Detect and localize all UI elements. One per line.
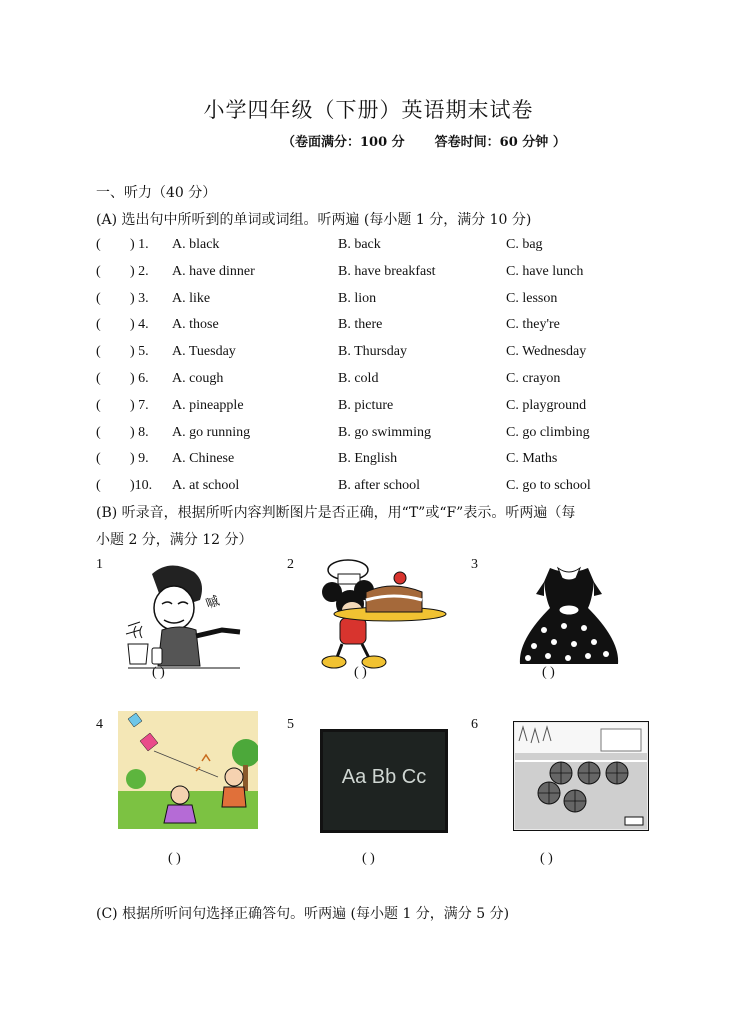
svg-text:Aa Bb Cc: Aa Bb Cc <box>341 766 427 788</box>
question-number: ) 7. <box>130 397 149 413</box>
picture-number: 1 <box>96 557 103 572</box>
answer-blank[interactable]: ( ) <box>540 851 553 866</box>
question-row <box>96 451 656 473</box>
question-number: ) 3. <box>130 290 149 306</box>
answer-paren[interactable]: ( <box>96 424 101 440</box>
question-row <box>96 237 656 259</box>
option-c: C. go climbing <box>506 424 590 440</box>
sneezing-man-illustration <box>122 560 242 670</box>
picture-number: 2 <box>287 557 294 572</box>
option-b: B. go swimming <box>338 424 431 440</box>
option-a: A. pineapple <box>172 397 244 413</box>
part-b-instruction-line2: 小题 2 分，满分 12 分） <box>96 532 253 548</box>
answer-blank[interactable]: ( ) <box>152 665 165 680</box>
option-c: C. crayon <box>506 371 561 386</box>
alphabet-blackboard-illustration <box>320 729 448 833</box>
question-row <box>96 478 656 500</box>
option-b: B. cold <box>338 371 379 386</box>
picture-number: 3 <box>471 557 478 572</box>
question-number: ) 4. <box>130 317 149 333</box>
option-a: A. Tuesday <box>172 344 236 360</box>
option-c: C. have lunch <box>506 263 584 279</box>
question-number: ) 1. <box>130 237 149 252</box>
part-c-instruction: (C) 根据所听问句选择正确答句。听两遍 (每小题 1 分，满分 5 分) <box>96 906 510 922</box>
option-a: A. have dinner <box>172 263 255 279</box>
answer-paren[interactable]: ( <box>96 263 101 279</box>
question-row <box>96 371 656 393</box>
answer-paren[interactable]: ( <box>96 397 101 413</box>
option-c: C. playground <box>506 397 587 413</box>
answer-blank[interactable]: ( ) <box>362 851 375 866</box>
option-a: A. at school <box>172 478 240 494</box>
question-number: ) 5. <box>130 344 149 360</box>
option-a: A. cough <box>172 371 224 386</box>
answer-blank[interactable]: ( ) <box>354 665 367 680</box>
option-b: B. picture <box>338 397 394 413</box>
answer-paren[interactable]: ( <box>96 237 101 252</box>
option-b: B. English <box>338 451 398 467</box>
question-row <box>96 344 656 366</box>
picture-number: 5 <box>287 717 294 732</box>
time-info: 答卷时间：60 分钟 ） <box>434 135 566 150</box>
option-c: C. go to school <box>506 478 591 494</box>
children-flying-kite-illustration <box>118 711 258 829</box>
answer-blank[interactable]: ( ) <box>542 665 555 680</box>
basketballs-court-illustration <box>513 721 649 831</box>
answer-paren[interactable]: ( <box>96 317 101 333</box>
question-row <box>96 264 656 286</box>
question-number: ) 6. <box>130 371 149 386</box>
polka-dot-dress-illustration <box>514 560 624 670</box>
question-number: )10. <box>130 478 153 494</box>
option-c: C. Maths <box>506 451 558 467</box>
option-c: C. Wednesday <box>506 344 587 360</box>
svg-text:嘁: 嘁 <box>204 593 222 613</box>
option-b: B. after school <box>338 478 421 494</box>
section-heading: 一、听力（40 分） <box>96 185 217 201</box>
option-a: A. go running <box>172 424 251 440</box>
question-number: ) 2. <box>130 263 149 279</box>
part-a-instruction: (A) 选出句中所听到的单词或词组。听两遍 (每小题 1 分，满分 10 分) <box>96 212 532 228</box>
answer-blank[interactable]: ( ) <box>168 851 181 866</box>
exam-title: 小学四年级（下册）英语期末试卷 <box>203 98 534 122</box>
question-row <box>96 317 656 339</box>
option-a: A. like <box>172 290 211 306</box>
answer-paren[interactable]: ( <box>96 290 101 306</box>
mouse-chef-cake-illustration <box>318 556 448 670</box>
option-b: B. there <box>338 317 383 333</box>
option-c: C. lesson <box>506 290 558 306</box>
option-a: A. black <box>172 237 220 252</box>
question-number: ) 9. <box>130 451 149 467</box>
option-b: B. back <box>338 237 381 252</box>
option-b: B. Thursday <box>338 344 407 360</box>
part-b-instruction-line1: (B) 听录音，根据所听内容判断图片是否正确，用“T”或“F”表示。听两遍（每 <box>96 505 576 521</box>
picture-number: 6 <box>471 717 478 732</box>
option-b: B. have breakfast <box>338 263 436 279</box>
question-row <box>96 398 656 420</box>
option-b: B. lion <box>338 290 377 306</box>
option-a: A. those <box>172 317 219 333</box>
option-c: C. they're <box>506 317 560 333</box>
picture-number: 4 <box>96 717 103 732</box>
option-a: A. Chinese <box>172 451 235 467</box>
score-info: （卷面满分：100 分 <box>282 135 405 150</box>
answer-paren[interactable]: ( <box>96 451 101 467</box>
question-number: ) 8. <box>130 424 149 440</box>
option-c: C. bag <box>506 237 543 252</box>
answer-paren[interactable]: ( <box>96 344 101 360</box>
answer-paren[interactable]: ( <box>96 371 101 386</box>
answer-paren[interactable]: ( <box>96 478 101 494</box>
question-row <box>96 291 656 313</box>
exam-subtitle <box>282 131 566 150</box>
question-row <box>96 425 656 447</box>
